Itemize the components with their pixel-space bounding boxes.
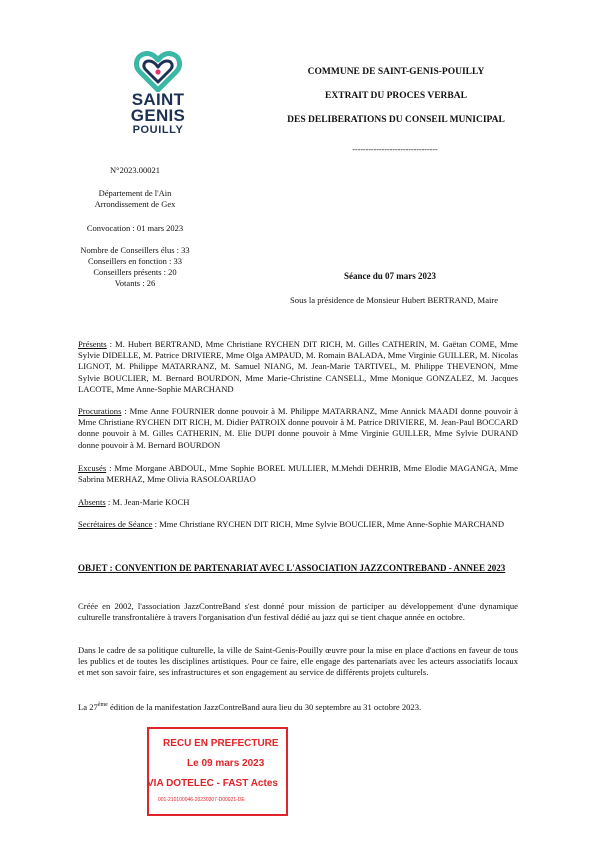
secretaires-paragraph [78, 519, 518, 530]
logo-text-saint: SAINT [131, 90, 185, 109]
objet-label: OBJET [78, 563, 108, 573]
absents-list: : M. Jean-Marie KOCH [105, 497, 190, 507]
deliberations-title: DES DELIBERATIONS DU CONSEIL MUNICIPAL [287, 115, 505, 125]
excuses-list: : Mme Morgane ABDOUL, Mme Sophie BOREL MULLIER, M.Mehdi DEHRIB, Mme Elodie MAGANGA, Mme Sabrina MERHAZ, Mme Olivia RASOLOARIJAO [78, 463, 518, 485]
deliberation-number: N°2023.00021 [110, 165, 160, 175]
votants: Votants : 26 [114, 278, 156, 288]
paragraph-politique-culturelle: Dans le cadre de sa politique culturelle, la ville de Saint-Genis-Pouilly œuvre pour la mise en place d'actions en faveur de tous les publics et de toutes les disciplines artistiques. Pour ce faire, elle engage des partenariats avec les acteurs associatifs locaux et met son savoir faire, ses infrastructures et son engagement au service de différents projets culturels. [78, 645, 518, 678]
conseillers-presents: Conseillers présents : 20 [93, 267, 177, 277]
extrait-title: EXTRAIT DU PROCES VERBAL [325, 91, 467, 101]
conseillers-elus: Nombre de Conseillers élus : 33 [80, 245, 190, 255]
secretaires-list: : Mme Christiane RYCHEN DIT RICH, Mme Sylvie BOUCLIER, Mme Anne-Sophie MARCHAND [152, 519, 505, 529]
presents-label: Présents [78, 339, 107, 349]
edition-details: édition de la manifestation JazzContreBand aura lieu du 30 septembre au 31 octobre 2023. [107, 701, 422, 712]
edition-suffix: ème [97, 702, 108, 708]
conseillers-fonction: Conseillers en fonction : 33 [88, 256, 182, 266]
excuses-paragraph [78, 463, 518, 485]
logo-text-pouilly: POUILLY [132, 124, 184, 136]
logo-text-genis: GENIS [130, 106, 186, 125]
paragraph-creation: Créée en 2002, l'association JazzContreBand s'est donné pour mission de participer au développement d'une dynamique culturelle transfrontalière à travers l'organisation d'un festival dédié au jazz qui se tient chaque année en octobre. [78, 601, 518, 623]
paragraph-edition [78, 700, 518, 713]
procurations-paragraph [78, 406, 518, 451]
header-separator: -------------------------------- [352, 145, 438, 154]
seance-date: Séance du 07 mars 2023 [344, 271, 436, 281]
procurations-label: Procurations [78, 406, 122, 416]
convocation-date: Convocation : 01 mars 2023 [86, 223, 184, 233]
arrondissement: Arrondissement de Gex [94, 199, 176, 209]
heart-logo-icon [134, 50, 182, 92]
objet-text: : CONVENTION DE PARTENARIAT AVEC L'ASSOCIATION JAZZCONTREBAND - ANNEE 2023 [107, 563, 506, 573]
absents-label: Absents [78, 497, 106, 507]
stamp-recu: RECU EN PREFECTURE [163, 738, 279, 749]
presents-paragraph [78, 339, 518, 395]
absents-paragraph [78, 497, 518, 508]
stamp-date: Le 09 mars 2023 [187, 758, 265, 769]
excuses-label: Excusés [78, 463, 107, 473]
procurations-list: : Mme Anne FOURNIER donne pouvoir à M. Philippe MATARRANZ, Mme Annick MAADI donne pouvoir à Mme Christiane RYCHEN DIT RICH, M. Didier PATROIX donne pouvoir à M. Patrice DRIVIERE, M. Jean-Paul BOCCARD donne pouvoir à M. Gilles CATHERIN, M. Elie DUPI donne pouvoir à Mme Virginie GUILLER, Mme Sylvie DURAND donne pouvoir à M. Bernard BOURDON [78, 406, 518, 450]
stamp-via: VIA DOTELEC - FAST Actes [147, 778, 278, 789]
departement: Département de l'Ain [98, 188, 172, 198]
seance-presidence: Sous la présidence de Monsieur Hubert BERTRAND, Maire [290, 295, 499, 305]
secretaires-label: Secrétaires de Séance [78, 519, 153, 529]
edition-number: La 27 [78, 701, 98, 712]
commune-logo [113, 50, 203, 150]
stamp-reference: 001-210100046-20230307-D00021-DE [158, 797, 245, 803]
objet-paragraph [78, 563, 518, 574]
commune-title: COMMUNE DE SAINT-GENIS-POUILLY [307, 67, 485, 77]
presents-list: : M. Hubert BERTRAND, Mme Christiane RYCHEN DIT RICH, M. Gilles CATHERIN, M. Gaëtan COME, Mme Sylvie DIDELLE, M. Patrice DRIVIERE, Mme Olga AMPAUD, M. Romain BALADA, Mme Virginie GUILLER, M. Nicolas LIGNOT, M. Philippe MATARRANZ, M. Samuel NIANG, M. Jean-Marie TARTIVEL, M. Philippe THEVENON, Mme Sylvie BOUCLIER, M. Bernard BOURDON, Mme Marie-Christine CANSELL, Mme Monique GONZALEZ, M. Jacques LACOTE, Mme Anne-Sophie MARCHAND [78, 339, 518, 394]
prefecture-stamp [147, 727, 288, 816]
